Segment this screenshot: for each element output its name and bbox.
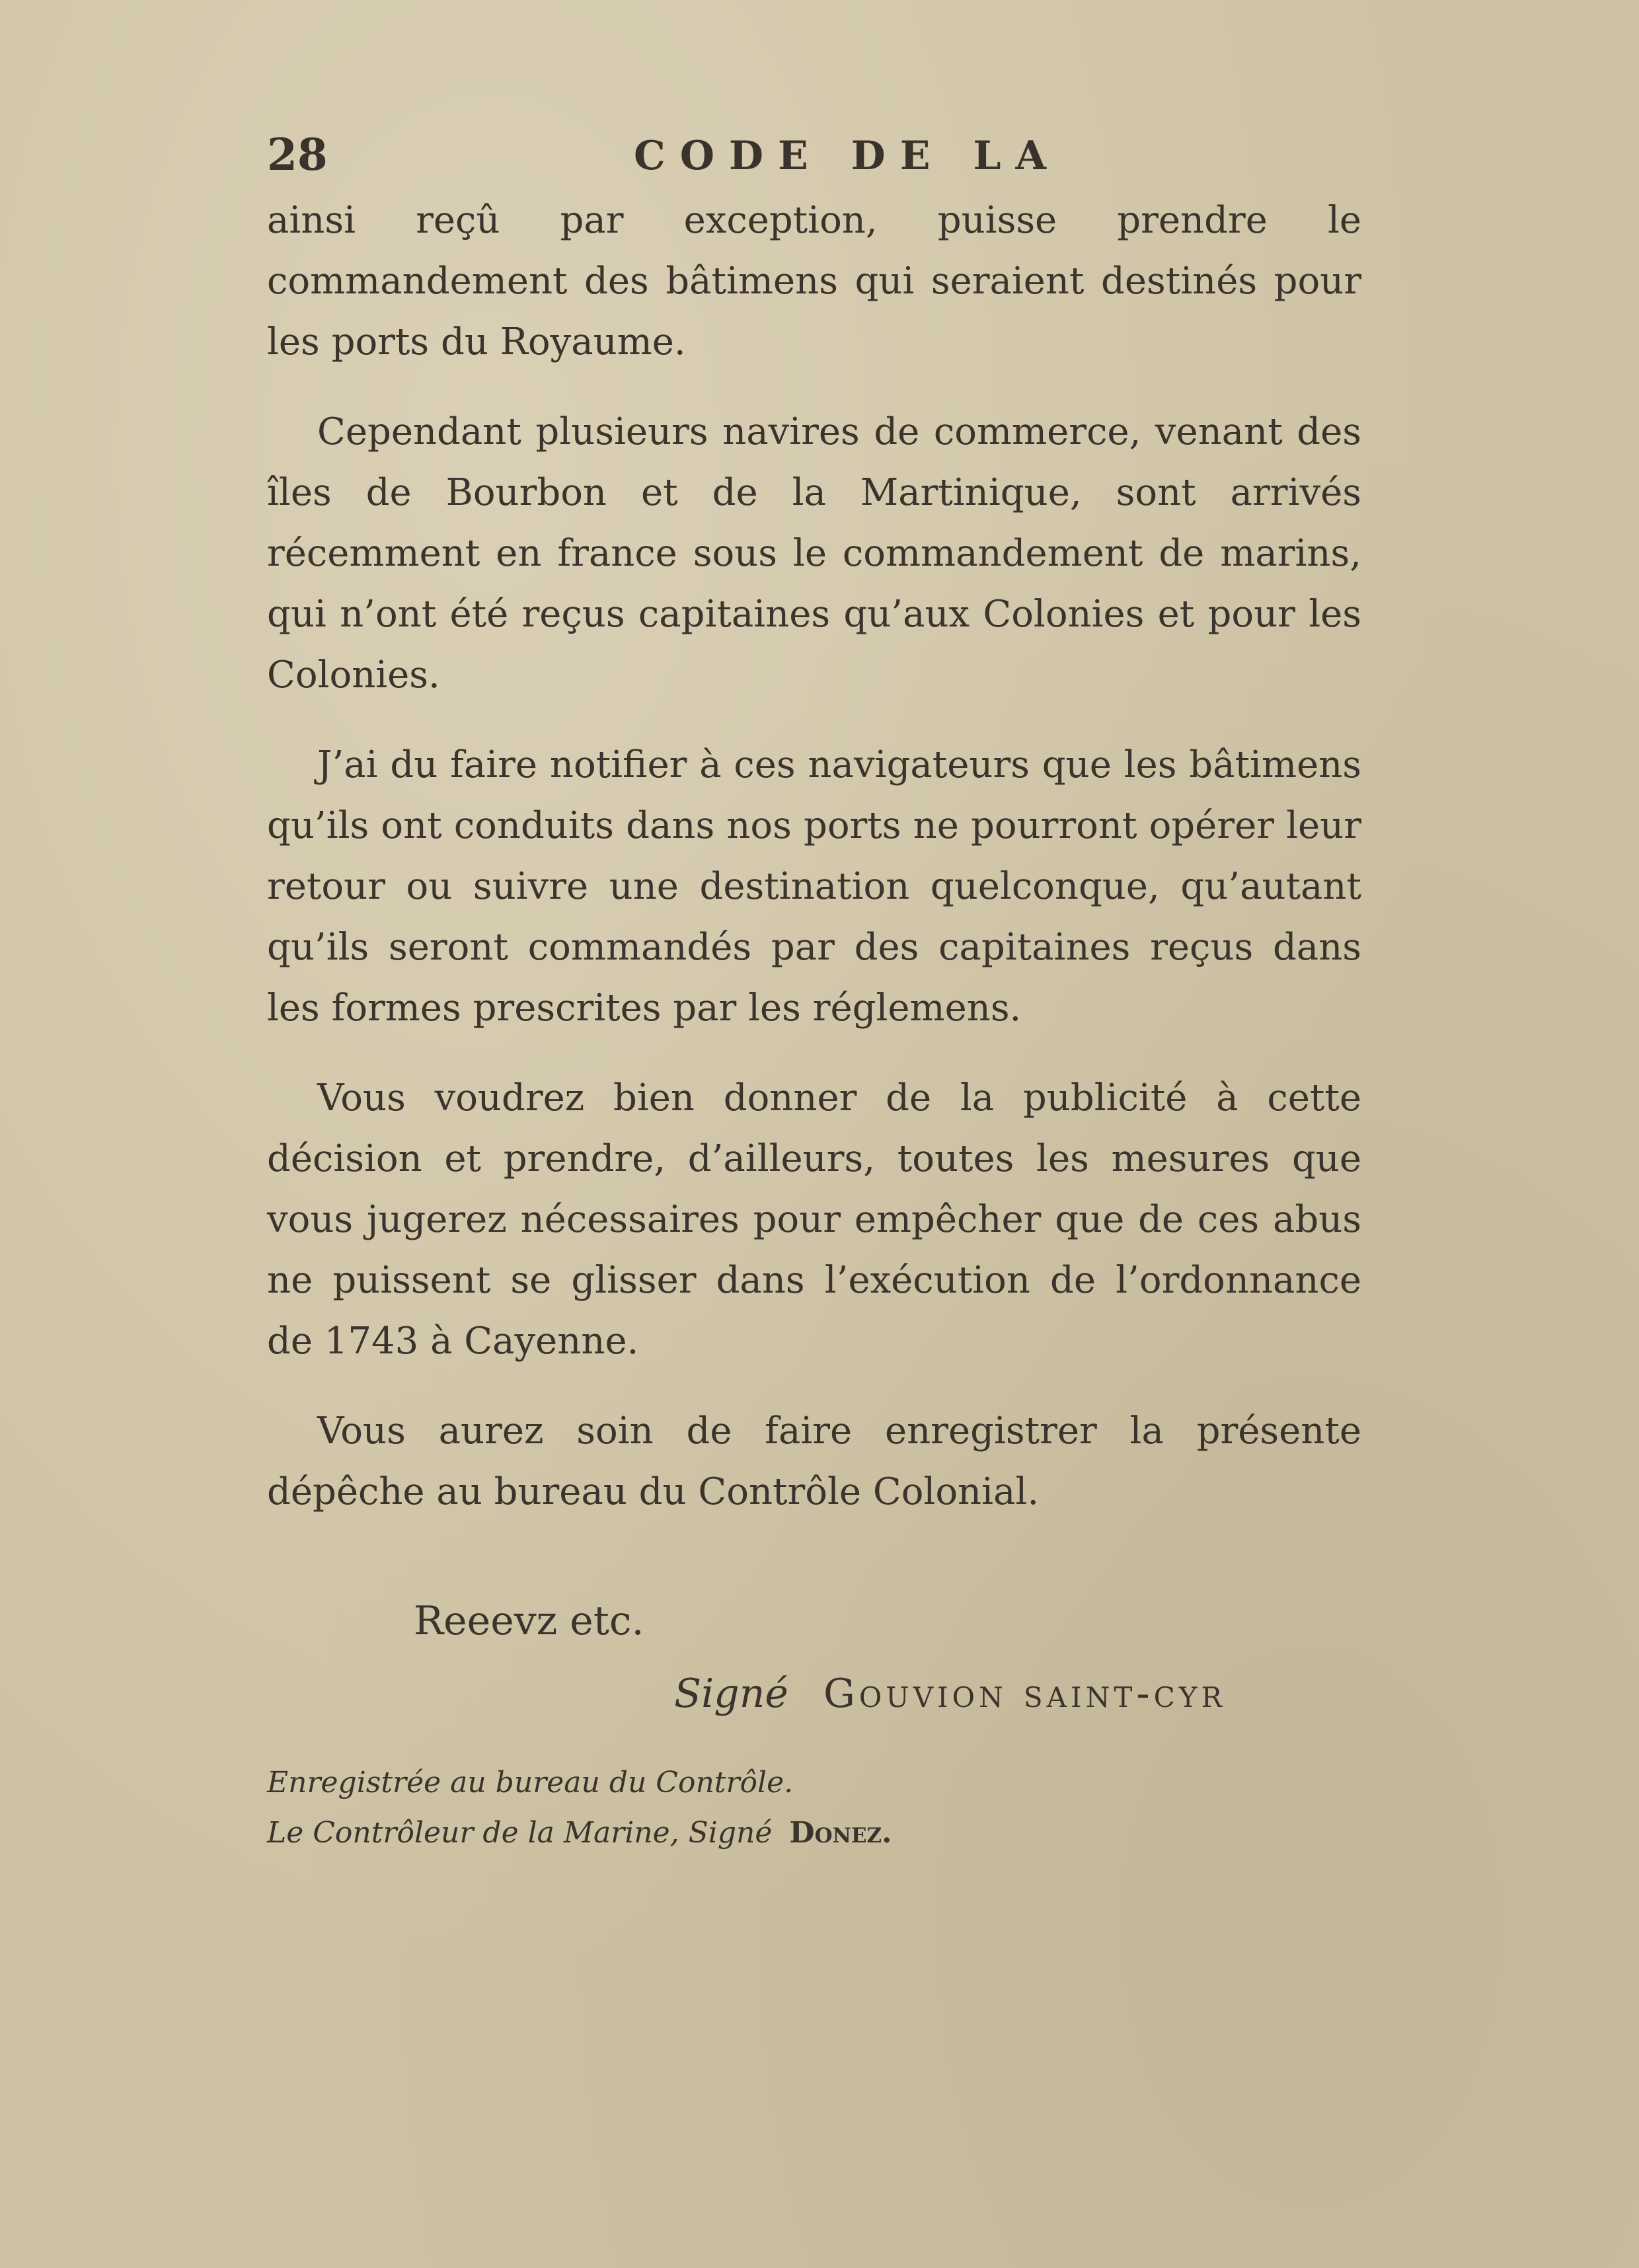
body-text [267, 190, 1361, 1552]
note-line-registered: Enregistrée au bureau du Contrôle. [267, 1766, 794, 1799]
page-number: 28 [267, 129, 328, 180]
signature-line [674, 1671, 1226, 1717]
paragraph-notifier: J’ai du faire notifier à ces navigateurs que les bâtimens qu’ils ont conduits dans nos ports ne pourront opérer leur retour ou suivre une destination quelconque, qu’autant qu’ils seront commandés par des capitaines reçus dans les formes prescrites par les réglemens. [267, 743, 1361, 1030]
page-header [267, 129, 1377, 188]
paragraph-enregistrer: Vous aurez soin de faire enregistrer la présente dépêche au bureau du Contrôle Colonial. [267, 1410, 1361, 1513]
signature-name: Gouvion saint-cyr [823, 1671, 1227, 1717]
running-title: CODE DE LA [634, 133, 1061, 179]
note-controller-prefix: Le Contrôleur de la Marine, Signé [267, 1816, 773, 1850]
paragraph-continuation: ainsi reçû par exception, puisse prendre le commandement des bâtimens qui seraient destinés pour les ports du Royaume. [267, 199, 1361, 363]
note-line-controller [267, 1808, 892, 1858]
signature-label: Signé [674, 1671, 788, 1717]
paragraph-cependant: Cependant plusieurs navires de commerce, venant des îles de Bourbon et de la Martinique, sont arrivés récemment en france sous le commandement de marins, qui n’ont été reçus capitaines qu’aux Colonies et pour les Colonies. [267, 410, 1361, 697]
closing-formula: Reeevz etc. [414, 1598, 644, 1644]
paragraph-publicite: Vous voudrez bien donner de la publicité à cette décision et prendre, d’ailleurs, toutes les mesures que vous jugerez nécessaires pour empêcher que de ces abus ne puissent se glisser dans l’exécution de l’ordonnance de 1743 à Cayenne. [267, 1077, 1361, 1363]
registration-notes [267, 1758, 892, 1858]
note-controller-name: Donez. [789, 1816, 892, 1850]
